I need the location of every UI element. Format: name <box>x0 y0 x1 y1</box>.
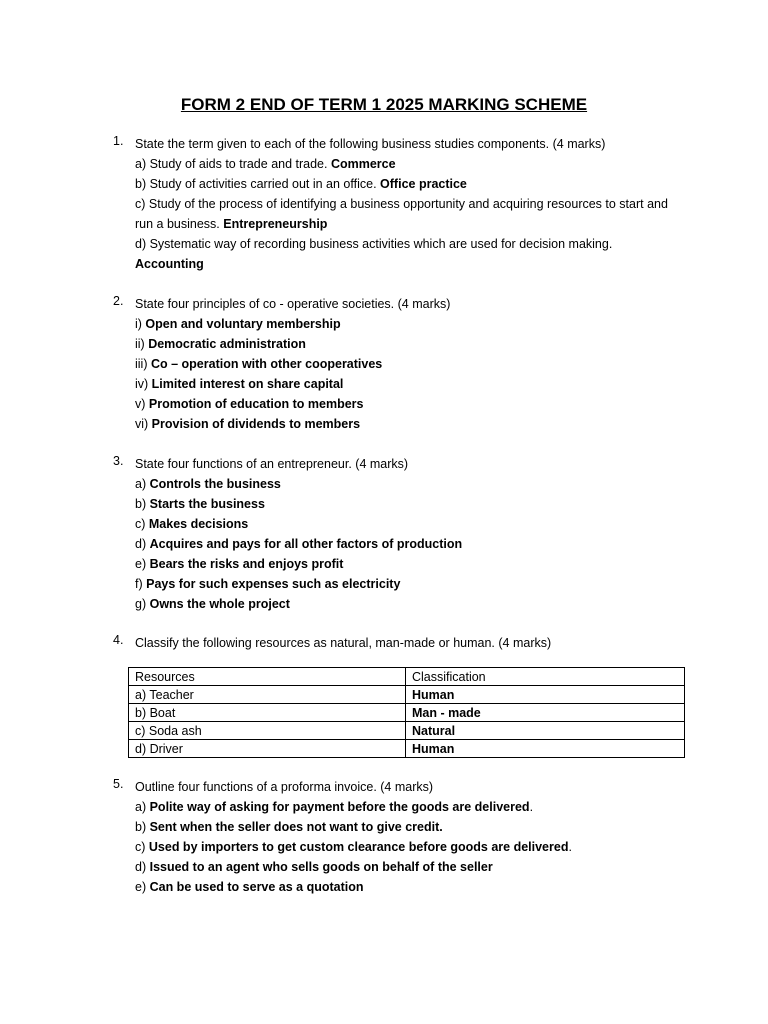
item-prefix: d) <box>135 860 150 874</box>
answer-text: Office practice <box>380 177 467 191</box>
answer-line <box>135 354 382 374</box>
answer-text: Controls the business <box>149 477 281 491</box>
table-cell: Natural <box>406 722 685 740</box>
table-header-cell: Classification <box>406 668 685 686</box>
answer-text: Accounting <box>135 257 204 271</box>
item-prefix: b) <box>135 820 150 834</box>
answer-line <box>135 837 572 857</box>
table-row <box>129 686 685 704</box>
item-prefix: d) <box>135 537 150 551</box>
item-prefix: vi) <box>135 417 152 431</box>
table-row <box>129 722 685 740</box>
item-prefix: g) <box>135 597 150 611</box>
item-prefix: i) <box>135 317 146 331</box>
resources-table <box>128 667 685 758</box>
answer-text: Used by importers to get custom clearance before goods are delivered <box>148 840 569 854</box>
item-suffix: . <box>529 800 534 814</box>
answer-text: Owns the whole project <box>149 597 290 611</box>
answer-text: Sent when the seller does not want to give credit. <box>149 820 443 834</box>
question-text: State four functions of an entrepreneur. (4 marks) <box>135 457 409 471</box>
table-row <box>129 704 685 722</box>
item-prefix: iii) <box>135 357 151 371</box>
answer-line <box>135 214 327 234</box>
item-prefix: a) <box>135 800 150 814</box>
item-text: b) Study of activities carried out in an office. <box>135 177 381 191</box>
answer-line <box>135 314 341 334</box>
answer-text: Entrepreneurship <box>223 217 328 231</box>
answer-line <box>135 877 364 897</box>
answer-text: Co – operation with other cooperatives <box>150 357 383 371</box>
table-cell: Human <box>406 686 685 704</box>
item-prefix: iv) <box>135 377 152 391</box>
item-prefix: a) <box>135 477 150 491</box>
table-header-cell: Resources <box>129 668 406 686</box>
item-prefix: e) <box>135 880 150 894</box>
question-number: 1. <box>113 134 124 148</box>
question-number: 3. <box>113 454 124 468</box>
answer-text: Open and voluntary membership <box>145 317 341 331</box>
answer-line <box>135 817 443 837</box>
table-cell: d) Driver <box>129 740 406 758</box>
page-title: FORM 2 END OF TERM 1 2025 MARKING SCHEME <box>180 95 588 114</box>
item-prefix: c) <box>135 517 149 531</box>
question-text: State the term given to each of the following business studies components. (4 marks) <box>135 137 606 151</box>
answer-text: Promotion of education to members <box>148 397 364 411</box>
question-number: 2. <box>113 294 124 308</box>
table-cell: a) Teacher <box>129 686 406 704</box>
question-text: State four principles of co - operative societies. (4 marks) <box>135 297 451 311</box>
question-number: 4. <box>113 633 124 647</box>
table-cell: b) Boat <box>129 704 406 722</box>
answer-line <box>135 514 248 534</box>
answer-text: Acquires and pays for all other factors of production <box>149 537 463 551</box>
answer-text: Polite way of asking for payment before the goods are delivered <box>149 800 530 814</box>
answer-line <box>135 154 396 174</box>
answer-text: Democratic administration <box>148 337 306 351</box>
answer-line <box>135 374 343 394</box>
answer-line <box>135 857 493 877</box>
item-prefix: v) <box>135 397 149 411</box>
question-number: 5. <box>113 777 124 791</box>
answer-line <box>135 797 533 817</box>
item-prefix: c) <box>135 840 149 854</box>
answer-text: Pays for such expenses such as electricity <box>146 577 401 591</box>
answer-line <box>135 414 360 434</box>
item-prefix: e) <box>135 557 150 571</box>
item-text: a) Study of aids to trade and trade. <box>135 157 331 171</box>
answer-line <box>135 554 343 574</box>
answer-text: Issued to an agent who sells goods on behalf of the seller <box>149 860 493 874</box>
item-prefix: f) <box>135 577 147 591</box>
item-text: c) Study of the process of identifying a business opportunity and acquiring resources to start and <box>135 197 668 211</box>
answer-line <box>135 474 281 494</box>
answer-line <box>135 574 400 594</box>
table-cell: Human <box>406 740 685 758</box>
question-text: Classify the following resources as natural, man-made or human. (4 marks) <box>135 636 552 650</box>
item-prefix: b) <box>135 497 150 511</box>
answer-line <box>135 334 306 354</box>
item-text: run a business. <box>135 217 224 231</box>
table-cell: c) Soda ash <box>129 722 406 740</box>
answer-line <box>135 494 265 514</box>
answer-text: Commerce <box>330 157 396 171</box>
question-text: Outline four functions of a proforma invoice. (4 marks) <box>135 780 434 794</box>
answer-text: Bears the risks and enjoys profit <box>149 557 344 571</box>
table-header-row <box>129 668 685 686</box>
answer-text: Can be used to serve as a quotation <box>149 880 364 894</box>
item-suffix: . <box>568 840 572 854</box>
answer-line <box>135 174 467 194</box>
table-cell: Man - made <box>406 704 685 722</box>
answer-text: Starts the business <box>149 497 265 511</box>
answer-line <box>135 594 290 614</box>
answer-text: Limited interest on share capital <box>151 377 344 391</box>
answer-line <box>135 394 364 414</box>
answer-text: Makes decisions <box>148 517 249 531</box>
item-prefix: ii) <box>135 337 149 351</box>
answer-text: Provision of dividends to members <box>151 417 361 431</box>
answer-line <box>135 534 462 554</box>
item-text: d) Systematic way of recording business activities which are used for decision making. <box>135 237 613 251</box>
table-row <box>129 740 685 758</box>
